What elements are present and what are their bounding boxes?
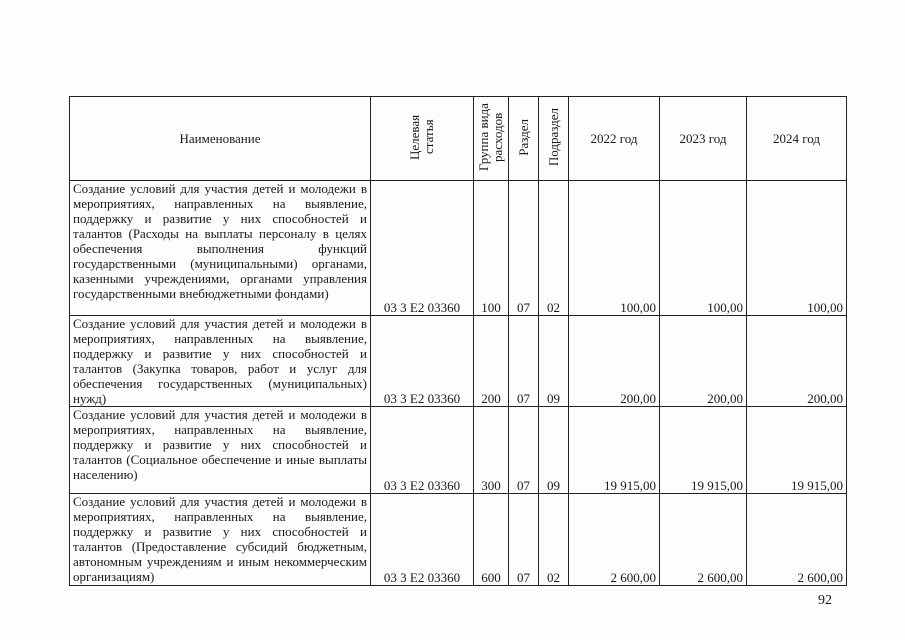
row-value-2023: 19 915,00 bbox=[660, 407, 747, 494]
row-section: 07 bbox=[509, 407, 539, 494]
budget-table bbox=[69, 96, 847, 586]
row-subsection: 09 bbox=[539, 316, 569, 407]
row-value-2024: 19 915,00 bbox=[747, 407, 847, 494]
row-value-2024: 2 600,00 bbox=[747, 494, 847, 586]
header-section: Раздел bbox=[509, 97, 539, 181]
row-subsection: 02 bbox=[539, 181, 569, 316]
row-section: 07 bbox=[509, 494, 539, 586]
row-subsection: 02 bbox=[539, 494, 569, 586]
header-subsection: Подраздел bbox=[539, 97, 569, 181]
row-value-2023: 100,00 bbox=[660, 181, 747, 316]
table-header-row bbox=[70, 97, 847, 181]
header-year-2023: 2023 год bbox=[660, 97, 747, 181]
row-value-2023: 2 600,00 bbox=[660, 494, 747, 586]
row-group: 100 bbox=[474, 181, 509, 316]
row-value-2022: 200,00 bbox=[569, 316, 660, 407]
row-article: 03 3 Е2 03360 bbox=[371, 316, 474, 407]
row-article: 03 3 Е2 03360 bbox=[371, 181, 474, 316]
table-row bbox=[70, 494, 847, 586]
header-target-article: Целевая статья bbox=[371, 97, 474, 181]
page-number: 92 bbox=[818, 593, 832, 608]
row-section: 07 bbox=[509, 316, 539, 407]
row-section: 07 bbox=[509, 181, 539, 316]
row-article: 03 3 Е2 03360 bbox=[371, 407, 474, 494]
header-name: Наименование bbox=[70, 97, 371, 181]
row-group: 300 bbox=[474, 407, 509, 494]
table-row bbox=[70, 316, 847, 407]
row-value-2022: 19 915,00 bbox=[569, 407, 660, 494]
row-value-2022: 100,00 bbox=[569, 181, 660, 316]
row-name: Создание условий для участия детей и молодежи в мероприятиях, направленных на выявление, поддержку и развитие у них способностей и талантов (Предоставление субсидий бюджетным, автономным учреждениям и иным некоммерческим организациям) bbox=[70, 494, 371, 586]
row-value-2022: 2 600,00 bbox=[569, 494, 660, 586]
row-subsection: 09 bbox=[539, 407, 569, 494]
row-value-2024: 100,00 bbox=[747, 181, 847, 316]
header-expense-group: Группа вида расходов bbox=[474, 97, 509, 181]
row-name: Создание условий для участия детей и молодежи в мероприятиях, направленных на выявление, поддержку и развитие у них способностей и талантов (Расходы на выплаты персоналу в целях обеспечения выполнения функций государственными (муниципальными) органами, казенными учреждениями, органами управления государственными внебюджетными фондами) bbox=[70, 181, 371, 316]
table-row bbox=[70, 181, 847, 316]
table-row bbox=[70, 407, 847, 494]
row-value-2024: 200,00 bbox=[747, 316, 847, 407]
row-article: 03 3 Е2 03360 bbox=[371, 494, 474, 586]
header-year-2024: 2024 год bbox=[747, 97, 847, 181]
row-group: 600 bbox=[474, 494, 509, 586]
row-group: 200 bbox=[474, 316, 509, 407]
row-name: Создание условий для участия детей и молодежи в мероприятиях, направленных на выявление, поддержку и развитие у них способностей и талантов (Закупка товаров, работ и услуг для обеспечения государственных (муниципальных) нужд) bbox=[70, 316, 371, 407]
header-year-2022: 2022 год bbox=[569, 97, 660, 181]
row-name: Создание условий для участия детей и молодежи в мероприятиях, направленных на выявление, поддержку и развитие у них способностей и талантов (Социальное обеспечение и иные выплаты населению) bbox=[70, 407, 371, 494]
row-value-2023: 200,00 bbox=[660, 316, 747, 407]
